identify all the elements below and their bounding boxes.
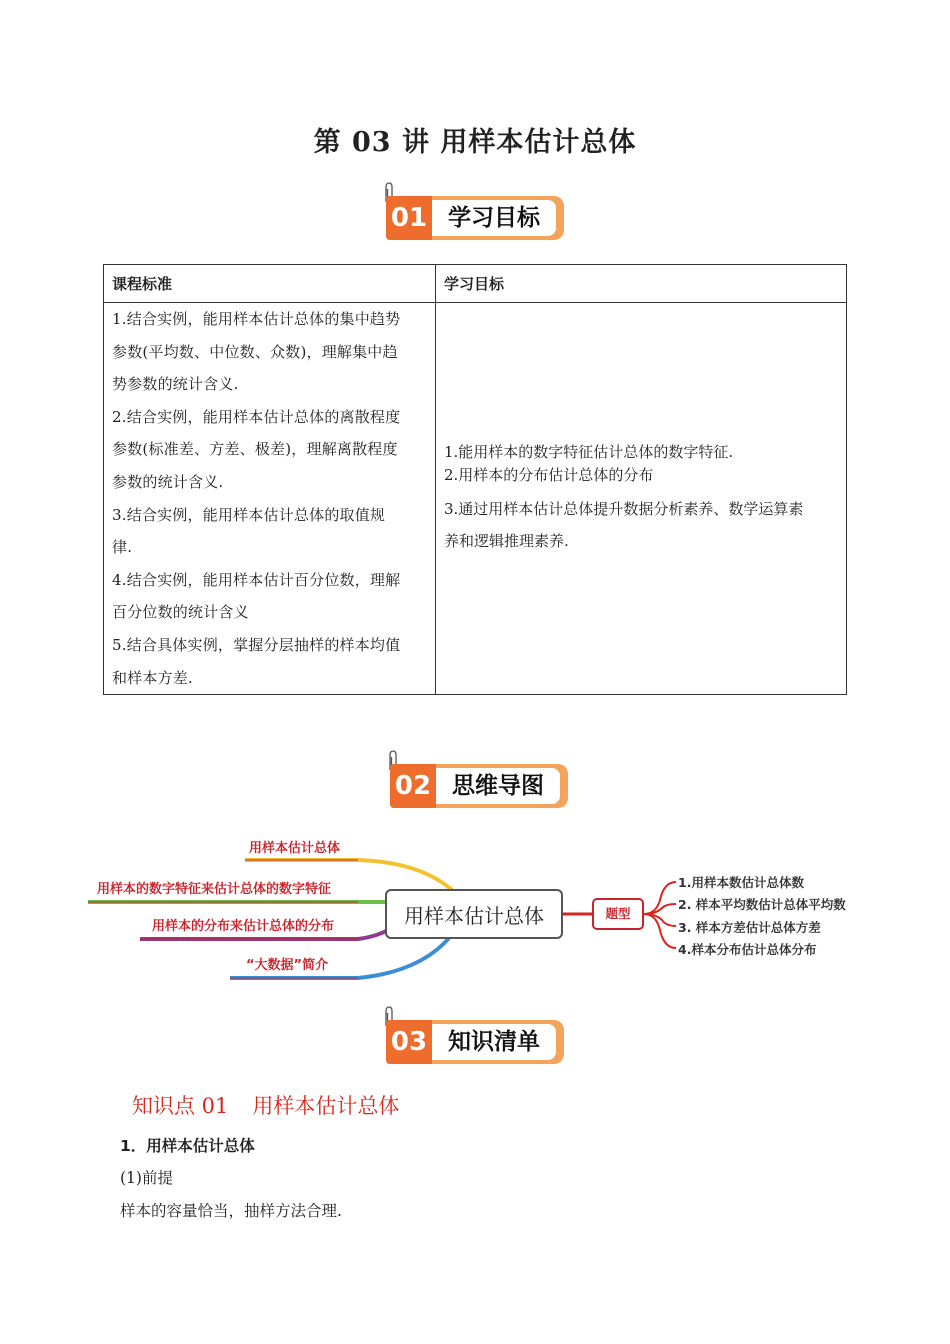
mindmap-center-node: 用样本估计总体 — [385, 889, 563, 939]
standard-line: 1.结合实例，能用样本估计总体的集中趋势 — [112, 310, 401, 328]
standard-line: 5.结合具体实例，掌握分层抽样的样本均值 — [112, 635, 401, 654]
section-banner-03 — [382, 1006, 582, 1066]
objective-line: 养和逻辑推理素养. — [444, 531, 569, 550]
section-banner-02 — [386, 750, 586, 810]
column-header: 学习目标 — [436, 265, 847, 303]
knowledge-point-title: 用样本估计总体 — [252, 1094, 400, 1118]
section-label: 思维导图 — [436, 768, 560, 804]
objective-line: 3.通过用样本估计总体提升数据分析素养、数学运算素 — [444, 499, 804, 518]
standard-line: 参数(平均数、中位数、众数)，理解集中趋 — [112, 342, 398, 361]
mindmap-branch: “大数据”简介 — [246, 958, 329, 973]
standard-line: 参数(标准差、方差、极差)，理解离散程度 — [112, 440, 398, 459]
mindmap-leaf: 1.用样本数估计总体数 — [678, 875, 804, 890]
item-text: 样本的容量恰当，抽样方法合理. — [120, 1202, 342, 1220]
section-number: 02 — [390, 764, 436, 808]
section-number: 01 — [386, 196, 432, 240]
mindmap-leaf: 2. 样本平均数估计总体平均数 — [678, 897, 846, 912]
item-subheading: (1)前提 — [120, 1169, 173, 1187]
mindmap-leaf: 4.样本分布估计总体分布 — [678, 942, 817, 957]
section-label: 学习目标 — [432, 200, 556, 236]
standard-line: 百分位数的统计含义 — [112, 603, 249, 622]
standard-line: 2.结合实例，能用样本估计总体的离散程度 — [112, 407, 401, 426]
standard-line: 势参数的统计含义. — [112, 375, 239, 394]
knowledge-point-number: 知识点 01 — [132, 1094, 229, 1118]
column-header: 课程标准 — [104, 265, 436, 303]
item-heading: 1．用样本估计总体 — [120, 1137, 255, 1155]
knowledge-point-heading — [132, 1090, 399, 1120]
standard-line: 参数的统计含义. — [112, 472, 224, 491]
standards-cell — [104, 303, 436, 695]
section-number: 03 — [386, 1020, 432, 1064]
objective-line: 2.用样本的分布估计总体的分布 — [444, 465, 654, 484]
mindmap-branch: 用样本的数字特征来估计总体的数字特征 — [97, 882, 332, 897]
mindmap-branch: 用样本的分布来估计总体的分布 — [152, 919, 335, 934]
standard-line: 4.结合实例，能用样本估计百分位数，理解 — [112, 570, 401, 589]
mindmap-leaf: 3. 样本方差估计总体方差 — [678, 920, 821, 935]
standard-line: 和样本方差. — [112, 668, 193, 687]
page-title: 第 03 讲 用样本估计总体 — [313, 127, 637, 158]
section-label: 知识清单 — [432, 1024, 556, 1060]
mindmap-branch: 用样本估计总体 — [249, 841, 341, 856]
objectives-cell — [436, 303, 847, 695]
standard-line: 3.结合实例，能用样本估计总体的取值规 — [112, 505, 386, 524]
section-banner-01 — [382, 182, 582, 242]
standard-line: 律. — [112, 538, 133, 557]
objective-line: 1.能用样本的数字特征估计总体的数字特征. — [444, 442, 734, 461]
mindmap-type-node: 题型 — [592, 898, 644, 930]
goals-table — [103, 264, 847, 695]
